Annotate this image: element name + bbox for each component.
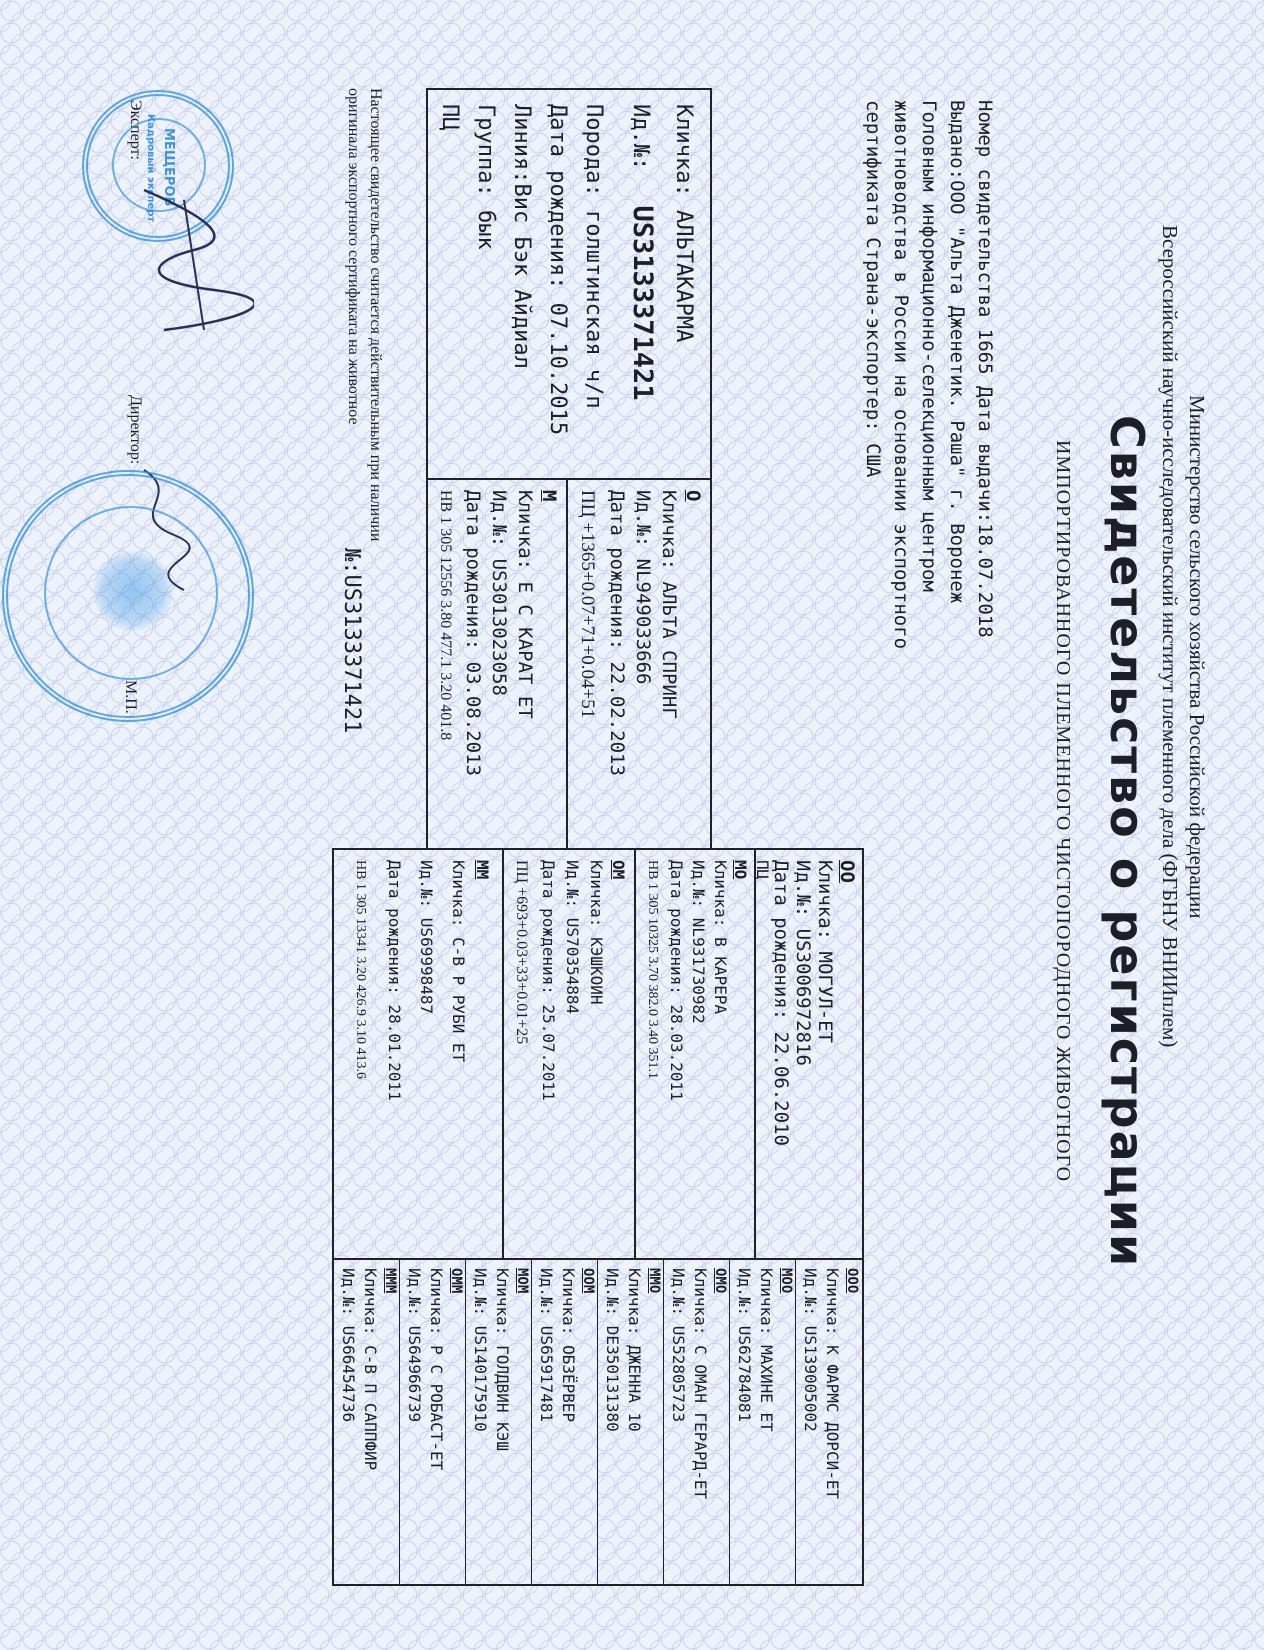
third-gen-mmo [597,1260,664,1584]
oo-pc: ПЦ [753,860,772,880]
third-gen-omm-label: ОММ [448,1268,464,1294]
animal-pc: ПЦ [437,104,462,131]
issuing-center-line1: Головным информационно-селекционным центром [918,100,940,592]
expert-stamp-subtext: Кадровый эксперт [145,114,156,223]
dam-dob: Дата рождения: 03.08.2013 [462,490,484,776]
animal-breed: Порода: голштинская ч/п [581,104,606,409]
dam-label: М [538,490,560,502]
third-gen-omo-label: ОМО [712,1268,728,1294]
expert-stamp-text: МЕЩЕРОВ [161,128,176,207]
third-gen-oom-name: Кличка: ОБЗЁРВЕР [559,1268,578,1423]
om-pc: ПЦ +693+0.03+33+0.01+25 [513,860,530,1045]
sire-dob: Дата рождения: 22.02.2013 [606,490,628,776]
third-generation-column [332,1258,864,1586]
dam-name: Кличка: Е С КАРАТ ЕТ [514,490,536,719]
third-gen-omo-id: Ид.№: US52805723 [669,1268,688,1423]
om-id: Ид.№: US70354884 [563,860,582,1015]
third-gen-omm-name: Кличка: Р С РОБАСТ-ЕТ [427,1268,446,1471]
third-gen-mmm-name: Кличка: С-В П САППФИР [361,1268,380,1471]
institute-heading: Всероссийский научно-исследовательский институт племенного дела (ФГБНУ ВНИИплем) [1158,225,1182,1048]
third-gen-mom-id: Ид.№: US140175910 [471,1268,490,1432]
mm-box [332,848,504,1260]
sire-id: Ид.№: NL949033666 [632,490,654,685]
animal-dob: Дата рождения: 07.10.2015 [545,104,570,436]
third-gen-moo-id: Ид.№: US62784081 [735,1268,754,1423]
third-gen-oom-label: ООМ [580,1268,596,1294]
page-title: Свидетельство о регистрации [1100,415,1154,1269]
mo-box [634,848,756,1260]
sire-pc: ПЦ +1365+0.07+71+0.04+51 [577,490,598,719]
dam-id: Ид.№: US3013023058 [488,490,510,696]
mm-name: Кличка: С-В Р РУБИ ЕТ [449,860,468,1063]
oo-label: ОО [836,860,858,883]
animal-box [426,88,712,480]
third-gen-mmm-label: МММ [382,1268,398,1294]
oo-id: Ид.№: US3006972816 [792,860,814,1066]
sire-box [566,478,712,850]
official-round-seal [2,470,254,722]
third-gen-omo [663,1260,730,1584]
third-gen-mom [465,1260,532,1584]
third-gen-omo-name: Кличка: С ОМАН ГЕРАРД-ЕТ [691,1268,710,1500]
oo-box [754,848,864,1260]
third-gen-oom [531,1260,598,1584]
mm-dob: Дата рождения: 28.01.2011 [385,860,404,1101]
footer-certificate-number: №:US3133371421 [339,548,364,734]
animal-line: Линия:Вис Бэк Айдиал [509,104,534,369]
sire-label: О [682,490,704,502]
validity-note-line1: Настоящее свидетельство считается действительным при наличии [367,88,384,542]
animal-id-label: Ид.№: [628,104,653,171]
third-gen-ooo-label: ООО [844,1268,860,1294]
mo-dob: Дата рождения: 28.03.2011 [667,860,686,1101]
animal-group: Группа: бык [473,104,498,250]
om-label: ОМ [609,860,628,880]
third-gen-omm [399,1260,466,1584]
oo-name: Кличка: МОГУЛ-ЕТ [814,860,836,1044]
animal-name: Кличка: АЛЬТАКАРМА [671,104,696,343]
issuing-center-line2: животноводства в России на основании экспортного [890,100,912,650]
third-gen-ooo-id: Ид.№: US139005002 [801,1268,820,1432]
third-gen-mmo-label: ММО [646,1268,662,1294]
expert-signature [124,180,254,340]
third-gen-mom-label: МОМ [514,1268,530,1294]
third-gen-ooo-name: Кличка: К ФАРМС ДОРСИ-ЕТ [823,1268,842,1500]
ministry-heading: Министерство сельского хозяйства Российской федерации [1185,395,1209,919]
third-gen-mmm [334,1260,400,1584]
issuing-center-line3: сертификата Страна-экспортер: США [862,100,884,478]
coat-of-arms-icon [93,551,173,631]
animal-id-row [627,104,658,401]
oo-dob: Дата рождения: 22.06.2010 [770,860,792,1146]
third-gen-moo-label: МОО [778,1268,794,1294]
third-gen-moo [729,1260,796,1584]
om-box [502,848,636,1260]
third-gen-omm-id: Ид.№: US64966739 [405,1268,424,1423]
om-dob: Дата рождения: 25.07.2011 [539,860,558,1101]
animal-id: US3133371421 [627,205,658,401]
mm-production: НВ 1 305 13341 3.20 426.9 3.10 413.6 [353,860,368,1079]
third-gen-oom-id: Ид.№: US65917481 [537,1268,556,1423]
third-gen-mom-name: Кличка: ГОЛДВИН КЭШ [493,1268,512,1452]
mp-label: М.П. [122,680,139,714]
validity-note-line2: оригинала экспортного сертификата на животное [345,88,362,425]
certificate-number: Номер свидетельства 1665 Дата выдачи:18.07.2018 [974,100,996,638]
mo-production: НВ 1 305 10325 3.70 382.0 3.40 351.1 [645,860,660,1079]
director-label: Директор: [127,395,144,465]
third-gen-mmo-name: Кличка: ДЖЕННА 10 [625,1268,644,1432]
mo-name: Кличка: В КАРЕРА [711,860,730,1015]
third-gen-mmm-id: Ид.№: US66454736 [339,1268,358,1423]
third-gen-ooo [795,1260,862,1584]
mo-id: Ид.№: NL931730982 [689,860,708,1024]
dam-box [426,478,568,850]
dam-production: НВ 1 305 12556 3.80 477.1 3.20 401.8 [437,490,454,741]
mo-label: МО [731,860,750,880]
sire-name: Кличка: АЛЬТА СПРИНГ [658,490,680,719]
third-gen-mmo-id: Ид.№: DE350131380 [603,1268,622,1432]
om-name: Кличка: КЭШКОИН [587,860,606,1005]
issued-to: Выдано:ООО "Альта Дженетик. Раша" г. Воронеж [946,100,968,604]
third-gen-moo-name: Кличка: МАХИНЕ ЕТ [757,1268,776,1432]
expert-label: Эксперт: [127,100,144,160]
page-subtitle: ИМПОРТИРОВАННОГО ПЛЕМЕННОГО ЧИСТОПОРОДНОГО ЖИВОТНОГО [1052,440,1074,1183]
mm-label: ММ [473,860,492,880]
mm-id: Ид.№: US69998487 [417,860,436,1015]
